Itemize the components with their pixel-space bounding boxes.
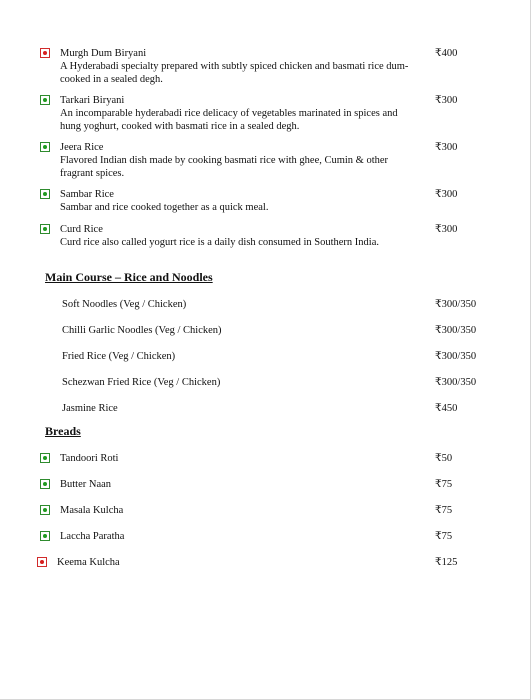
item-price: ₹450 [435, 403, 458, 414]
item-name: Fried Rice (Veg / Chicken) [62, 351, 176, 362]
item-name: Curd Rice [60, 224, 103, 235]
item-description: Curd rice also called yogurt rice is a daily dish consumed in Southern India. [60, 237, 380, 248]
item-description: Flavored Indian dish made by cooking basmati rice with ghee, Cumin & other fragrant spices. [60, 155, 389, 179]
section-heading-rice-noodles: Main Course – Rice and Noodles [45, 270, 213, 284]
section-heading-breads: Breads [45, 424, 81, 438]
item-name: Keema Kulcha [57, 557, 120, 568]
item-price: ₹300/350 [435, 299, 477, 310]
veg-indicator-icon [40, 531, 50, 541]
item-price: ₹300 [435, 189, 458, 200]
item-price: ₹125 [435, 557, 458, 568]
veg-indicator-icon [40, 224, 50, 234]
item-price: ₹75 [435, 479, 453, 490]
veg-indicator-icon [40, 453, 50, 463]
non-veg-indicator-icon [40, 48, 50, 58]
item-price: ₹75 [435, 531, 453, 542]
item-name: Schezwan Fried Rice (Veg / Chicken) [62, 377, 221, 388]
item-name: Sambar Rice [60, 189, 114, 200]
non-veg-indicator-icon [37, 557, 47, 567]
veg-indicator-icon [40, 189, 50, 199]
item-name: Laccha Paratha [60, 531, 125, 542]
item-name: Jeera Rice [60, 142, 104, 153]
item-name: Tarkari Biryani [60, 95, 125, 106]
item-price: ₹300/350 [435, 325, 477, 336]
item-name: Murgh Dum Biryani [60, 48, 147, 59]
item-price: ₹300/350 [435, 351, 477, 362]
item-name: Tandoori Roti [60, 453, 119, 464]
item-price: ₹300 [435, 224, 458, 235]
item-price: ₹300/350 [435, 377, 477, 388]
item-price: ₹300 [435, 142, 458, 153]
item-price: ₹300 [435, 95, 458, 106]
item-description: An incomparable hyderabadi rice delicacy of vegetables marinated in spices and hung yoghurt, cooked with basmati rice in a sealed degh. [60, 108, 398, 132]
item-description: A Hyderabadi specialty prepared with subtly spiced chicken and basmati rice dum-cooked in a sealed degh. [60, 61, 409, 85]
item-name: Butter Naan [60, 479, 112, 490]
item-name: Jasmine Rice [62, 403, 118, 414]
item-name: Chilli Garlic Noodles (Veg / Chicken) [62, 325, 222, 336]
item-price: ₹75 [435, 505, 453, 516]
item-description: Sambar and rice cooked together as a quick meal. [60, 202, 269, 213]
veg-indicator-icon [40, 505, 50, 515]
veg-indicator-icon [40, 95, 50, 105]
veg-indicator-icon [40, 479, 50, 489]
item-name: Masala Kulcha [60, 505, 124, 516]
item-name: Soft Noodles (Veg / Chicken) [62, 299, 187, 310]
veg-indicator-icon [40, 142, 50, 152]
item-price: ₹400 [435, 48, 458, 59]
item-price: ₹50 [435, 453, 453, 464]
